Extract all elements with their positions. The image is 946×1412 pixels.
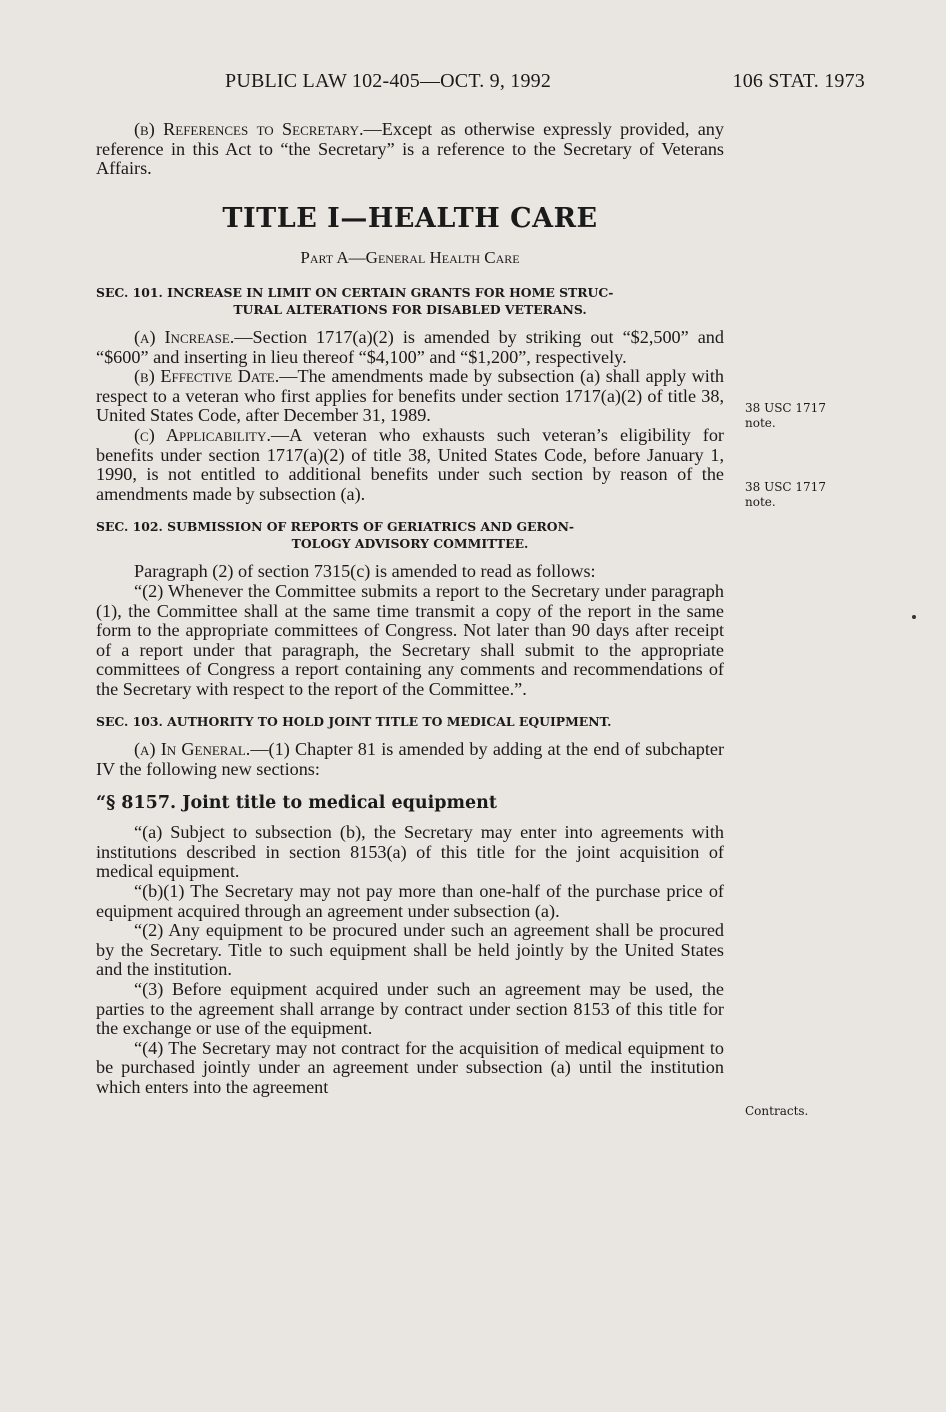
intro-label: (b) References to Secretary. xyxy=(134,119,364,139)
section-102-heading-line2: TOLOGY ADVISORY COMMITTEE. xyxy=(291,536,529,552)
sec102-paragraph-2: “(2) Whenever the Committee submits a report to the Secretary under paragraph (1), the Committee shall at the same time transmit a copy of the report in the same form to the appropriate committees of Congress. Not later than 90 days after receipt of a report under that paragraph, the Secretary shall submit to the appropriate committees of Congress a report containing any comments and recommendations of the Secretary with respect to the report of the Committee.”. xyxy=(96,580,724,699)
sec103-a-label: (a) In General. xyxy=(134,739,251,760)
sec101-subsection-b xyxy=(96,367,724,426)
margin-note-2 xyxy=(745,480,855,510)
sec101-subsection-c xyxy=(96,426,724,504)
section-101-heading-line1: SEC. 101. INCREASE IN LIMIT ON CERTAIN GRANTS FOR HOME STRUC- xyxy=(96,284,614,300)
sec102-paragraph-1: Paragraph (2) of section 7315(c) is amended to read as follows: xyxy=(134,561,596,582)
sec8157-paragraph-a: “(a) Subject to subsection (b), the Secretary may enter into agreements with institutions described in section 8153(a) of this title for the joint acquisition of medical equipment. xyxy=(96,822,724,882)
running-head-right: 106 STAT. 1973 xyxy=(732,70,865,92)
sec103-subsection-a xyxy=(96,740,724,779)
sec8157-paragraph-b1: “(b)(1) The Secretary may not pay more than one-half of the purchase price of equipment acquired through an agreement under subsection (a). xyxy=(96,881,724,921)
sec101-c-label: (c) Applicability. xyxy=(134,424,271,445)
sec8157-paragraph-b3: “(3) Before equipment acquired under such an agreement may be used, the parties to the agreement shall arrange by contract under section 8153 of this title for the exchange or use of the equipment. xyxy=(96,979,724,1039)
section-102-heading xyxy=(96,518,724,552)
section-101-heading-line2: TURAL ALTERATIONS FOR DISABLED VETERANS. xyxy=(233,301,587,317)
sec101-b-label: (b) Effective Date. xyxy=(134,366,280,387)
sec8157-paragraph-b2: “(2) Any equipment to be procured under such an agreement shall be procured by the Secretary. Title to such equipment shall be held jointly by the United States and the institution. xyxy=(96,920,724,980)
sec103-a-text: —(1) Chapter 81 is amended by adding at the end of subchapter IV the following new sections: xyxy=(96,739,724,780)
section-101-heading xyxy=(96,284,724,318)
stray-dot xyxy=(912,615,916,619)
sec101-a-text: —Section 1717(a)(2) is amended by striking out “$2,500” and “$600” and inserting in lieu thereof “$4,100” and “$1,200”, respectively. xyxy=(96,326,724,367)
margin-note-1-line1: 38 USC 1717 xyxy=(745,401,826,415)
section-101 xyxy=(96,284,724,504)
section-8157-title: “§ 8157. Joint title to medical equipment xyxy=(96,792,497,813)
title-heading: TITLE I—HEALTH CARE xyxy=(222,202,598,234)
section-102-heading-line1: SEC. 102. SUBMISSION OF REPORTS OF GERIATRICS AND GERON- xyxy=(96,519,575,535)
intro-text: —Except as otherwise expressly provided, any reference in this Act to “the Secretary” is a reference to the Secretary of Veterans Affairs. xyxy=(96,119,724,179)
sec101-subsection-a xyxy=(96,328,724,367)
section-102 xyxy=(96,518,724,699)
margin-note-2-line2: note. xyxy=(745,495,776,509)
sec101-b-text: —The amendments made by subsection (a) shall apply with respect to a veteran who first applies for benefits under section 1717(a)(2) of title 38, United States Code, after December 31, 1989. xyxy=(96,366,724,426)
margin-note-1 xyxy=(745,401,855,431)
running-head-left: PUBLIC LAW 102-405—OCT. 9, 1992 xyxy=(225,70,552,92)
part-heading: Part A—General Health Care xyxy=(300,248,520,268)
sec101-c-text: —A veteran who exhausts such veteran’s eligibility for benefits under section 1717(a)(2) of title 38, United States Code, before January 1, 1990, is not entitled to additional benefits under such section by reason of the amendments made by subsection (a). xyxy=(96,424,724,504)
margin-note-1-line2: note. xyxy=(745,416,776,430)
margin-note-contracts: Contracts. xyxy=(745,1104,809,1118)
section-103 xyxy=(96,713,724,1097)
section-103-heading: SEC. 103. AUTHORITY TO HOLD JOINT TITLE TO MEDICAL EQUIPMENT. xyxy=(96,714,612,730)
intro-paragraph xyxy=(96,120,724,179)
margin-note-2-line1: 38 USC 1717 xyxy=(745,480,826,494)
body-text xyxy=(96,120,724,1112)
sec101-a-label: (a) Increase. xyxy=(134,326,235,347)
sec8157-paragraph-b4: “(4) The Secretary may not contract for the acquisition of medical equipment to be purchased jointly under an agreement under subsection (a) until the institution which enters into the agreement xyxy=(96,1037,724,1097)
